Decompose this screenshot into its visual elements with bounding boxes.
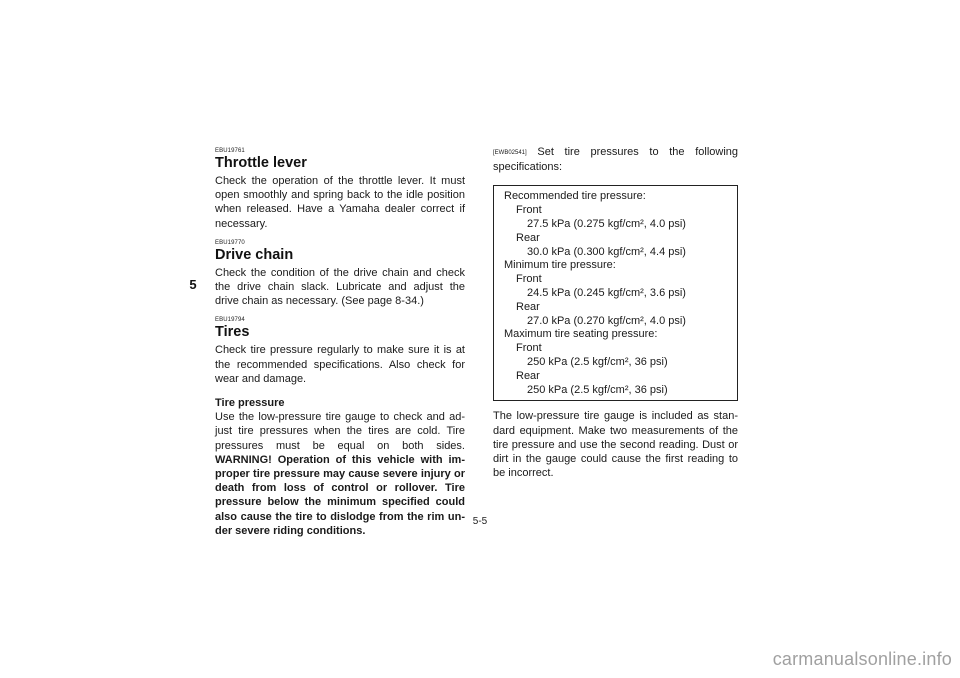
warning-continuation: [493, 145, 738, 174]
watermark: carmanualsonline.info: [772, 649, 952, 669]
minimum-pressure-label: Minimum tire pressure:: [504, 259, 616, 272]
spec-rear-value: 30.0 kPa (0.300 kgf/cm², 4.4 psi): [527, 245, 686, 258]
spec-front-value: 27.5 kPa (0.275 kgf/cm², 4.0 psi): [527, 218, 686, 230]
page-number: 5-5: [472, 516, 488, 527]
spec-front-label: Front: [516, 342, 542, 355]
spec-rear-label: Rear: [516, 369, 540, 382]
closing-text: The low-pressure tire gauge is included as stan- dard equipment. Make two measurements of the tire pressure and use the second reading. Dust or dirt in the gauge could cause the first reading to be incorrect.: [493, 410, 738, 480]
warning-text: WARNING! Operation of this vehicle with im- proper tire pressure may cause severe injury or death from loss of control or rollover. Tire pressure below the minimum specified could also cause the tire to dislodge from the rim un- der severe riding conditions.: [215, 453, 465, 537]
tires-section: [215, 317, 465, 538]
spec-front-label: Front: [516, 273, 542, 286]
section-text: Check tire pressure regularly to make sure it is at the recommended specifications. Also check for wear and damage.: [215, 344, 465, 385]
section-text: Check the condition of the drive chain and check the drive chain slack. Lubricate and adjust the drive chain as necessary. (See page 8-34.): [215, 266, 465, 308]
spec-intro: Set tire pressures to the following specifications:: [493, 146, 739, 174]
right-column: [493, 145, 738, 480]
section-heading: Drive chain: [215, 246, 294, 263]
spec-rear-value: 27.0 kPa (0.270 kgf/cm², 4.0 psi): [527, 314, 686, 327]
throttle-lever-section: [215, 148, 465, 231]
section-heading: Tires: [215, 324, 250, 341]
chapter-tab: 5: [189, 277, 197, 292]
left-column: [215, 148, 465, 547]
warning-code: [EWB02541]: [493, 150, 527, 156]
spec-front-value: 250 kPa (2.5 kgf/cm², 36 psi): [527, 355, 668, 368]
spec-rear-label: Rear: [516, 231, 540, 244]
spec-rear-value: 250 kPa (2.5 kgf/cm², 36 psi): [527, 383, 668, 396]
spec-rear-label: Rear: [516, 300, 540, 313]
spec-front-label: Front: [516, 204, 542, 217]
section-code: EBU19794: [215, 317, 245, 324]
drive-chain-section: [215, 240, 465, 309]
tire-pressure-spec-box: [493, 185, 738, 401]
section-code: EBU19770: [215, 239, 245, 246]
spec-front-value: 24.5 kPa (0.245 kgf/cm², 3.6 psi): [527, 286, 686, 299]
maximum-pressure-label: Maximum tire seating pressure:: [504, 328, 658, 341]
section-text: Check the operation of the throttle lever. It must open smoothly and spring back to the idle position when released. Have a Yamaha dealer correct if necessary.: [215, 175, 465, 230]
tire-pressure-intro: Use the low-pressure tire gauge to check and ad- just tire pressures when the tires are cold. Tire pressures must be equal on both sides.: [215, 411, 465, 452]
tire-pressure-subheading: Tire pressure: [215, 397, 285, 410]
recommended-pressure-label: Recommended tire pressure:: [504, 190, 646, 203]
section-code: EBU19761: [215, 148, 245, 154]
section-heading: Throttle lever: [215, 155, 307, 171]
tire-pressure-text: [215, 410, 465, 538]
